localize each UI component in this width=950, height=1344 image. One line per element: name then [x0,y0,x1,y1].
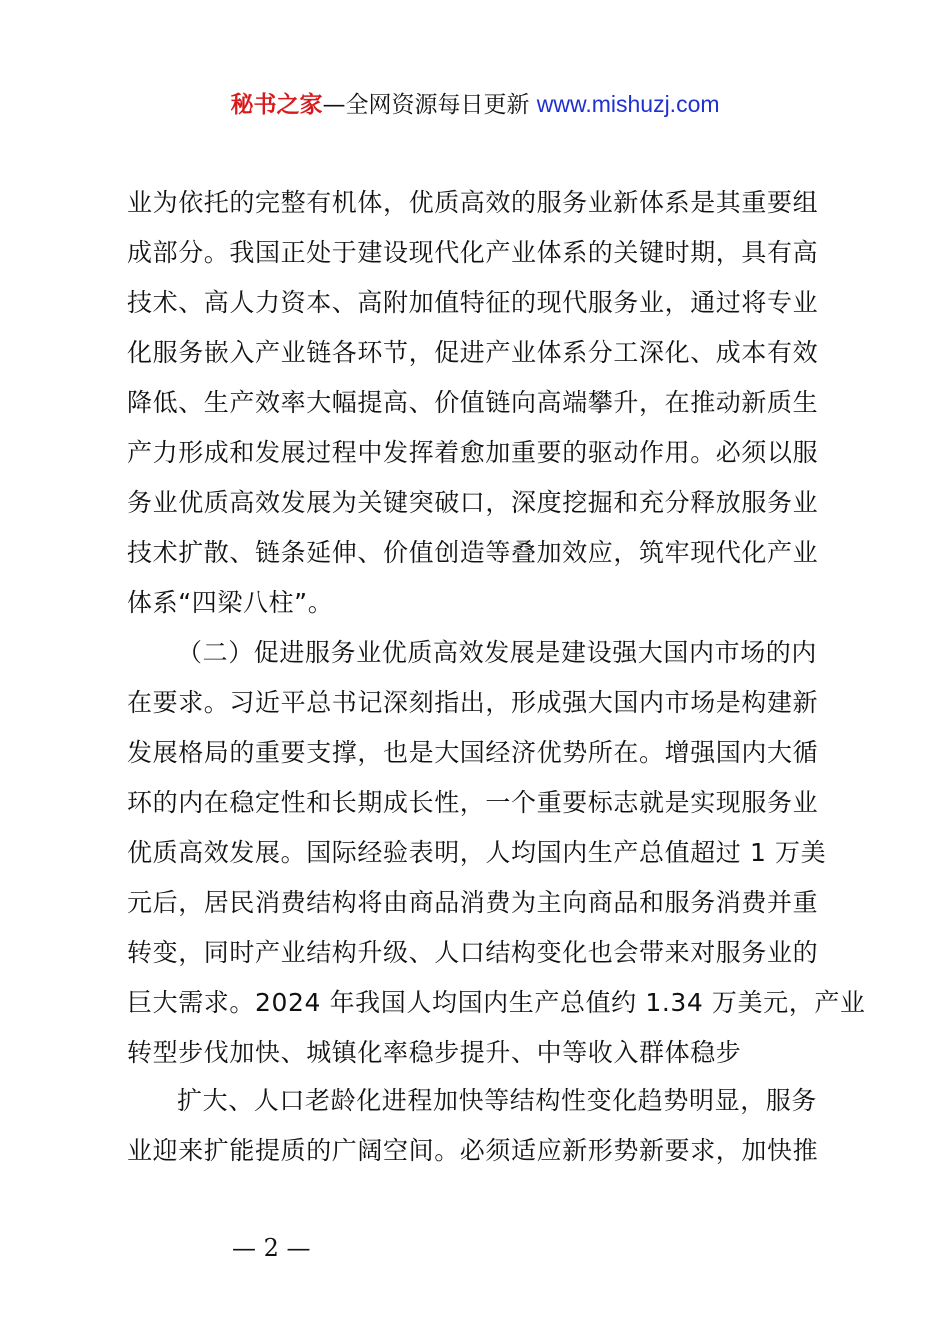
text-line: 环的内在稳定性和长期成长性，一个重要标志就是实现服务业 [127,788,819,817]
text-line: 业迎来扩能提质的广阔空间。必须适应新形势新要求，加快推 [127,1136,819,1165]
text-line: 元后，居民消费结构将由商品消费为主向商品和服务消费并重 [127,888,819,917]
continuation-paragraph [127,1076,833,1176]
text-line: 扩大、人口老龄化进程加快等结构性变化趋势明显，服务 [177,1086,818,1115]
page-number: — 2 — [232,1234,311,1262]
text-line: 成部分。我国正处于建设现代化产业体系的关键时期，具有高 [127,238,819,267]
text-line: 巨大需求。2024 年我国人均国内生产总值约 1.34 万美元，产业 [127,988,866,1017]
brand-name: 秘书之家 [230,92,323,118]
text-line: 体系“四梁八柱”。 [127,588,334,617]
paragraph-heading-line: （二）促进服务业优质高效发展是建设强大国内市场的内 [177,638,818,667]
text-line: 发展格局的重要支撑，也是大国经济优势所在。增强国内大循 [127,738,819,767]
text-line: 技术扩散、链条延伸、价值创造等叠加效应，筑牢现代化产业 [127,538,819,567]
site-url[interactable]: www.mishuzj.com [536,91,720,117]
text-line: 降低、生产效率大幅提高、价值链向高端攀升，在推动新质生 [127,388,819,417]
text-line: 化服务嵌入产业链各环节，促进产业体系分工深化、成本有效 [127,338,819,367]
text-line: 转变，同时产业结构升级、人口结构变化也会带来对服务业的 [127,938,819,967]
text-line: 业为依托的完整有机体，优质高效的服务业新体系是其重要组 [127,188,819,217]
text-line: 技术、高人力资本、高附加值特征的现代服务业，通过将专业 [127,288,819,317]
text-line: 务业优质高效发展为关键突破口，深度挖掘和充分释放服务业 [127,488,819,517]
text-line: 在要求。习近平总书记深刻指出，形成强大国内市场是构建新 [127,688,819,717]
text-line: 产力形成和发展过程中发挥着愈加重要的驱动作用。必须以服 [127,438,819,467]
text-line: 优质高效发展。国际经验表明，人均国内生产总值超过 1 万美 [127,838,827,867]
site-header [0,86,950,123]
document-body [127,178,866,1078]
text-line: 转型步伐加快、城镇化率稳步提升、中等收入群体稳步 [127,1038,742,1067]
header-tagline: —全网资源每日更新 [322,92,537,118]
